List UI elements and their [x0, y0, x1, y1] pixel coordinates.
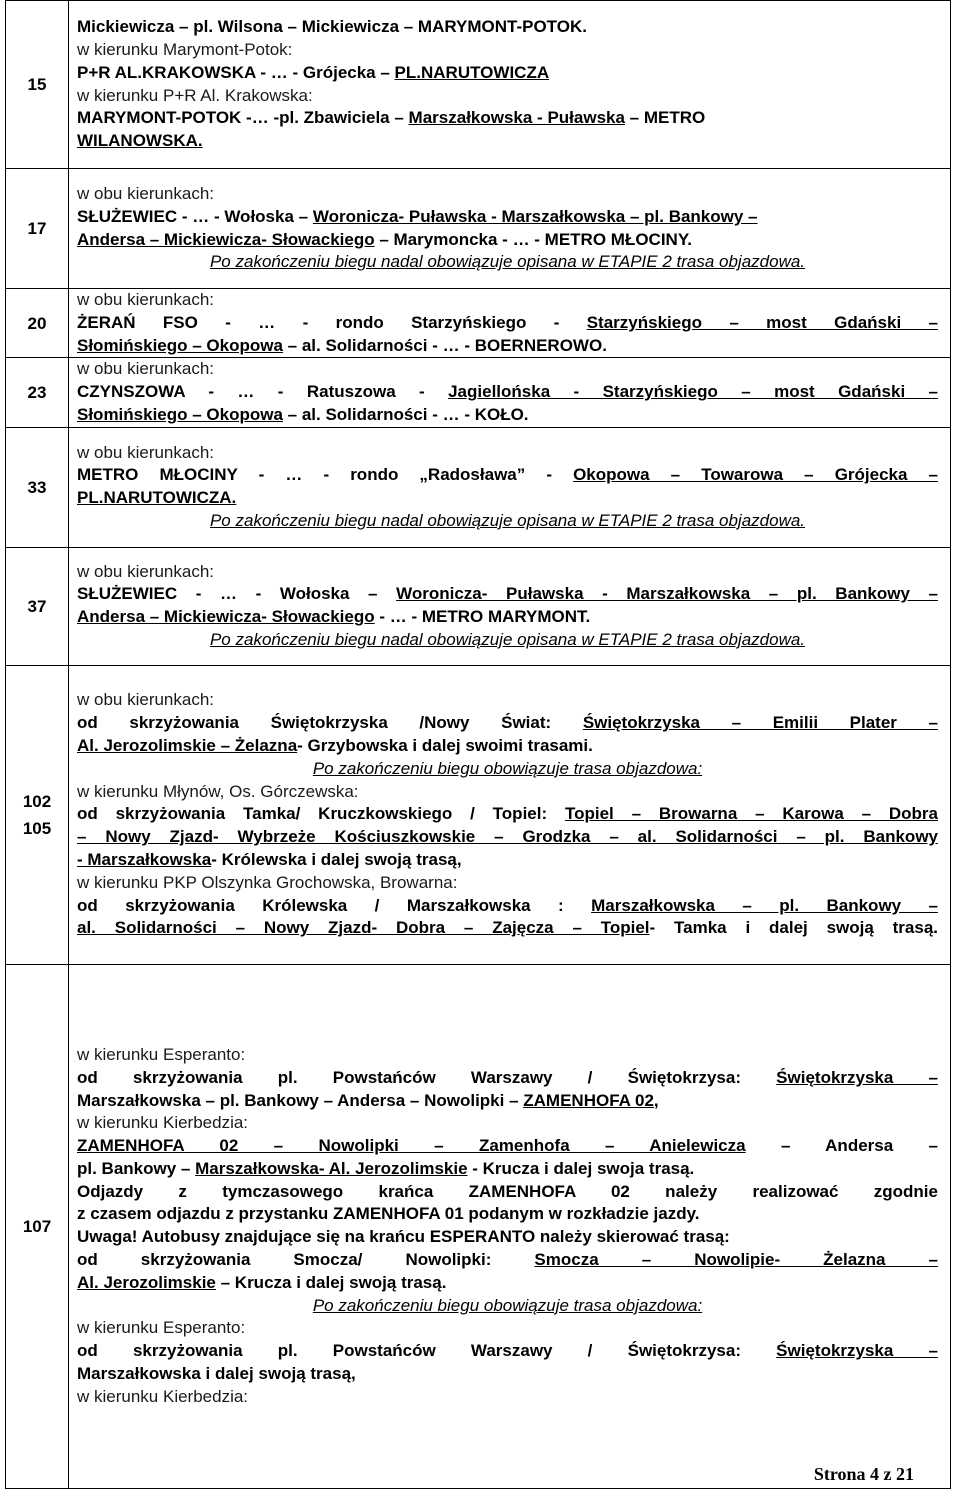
route-number: 17	[27, 219, 47, 238]
route-text: Po zakończeniu biegu obowiązuje trasa objazdowa:	[312, 758, 703, 778]
route-text: Uwaga!	[77, 1227, 138, 1247]
route-number-cell	[6, 964, 69, 1488]
detour-street: Woronicza- Puławska - Marszałkowska – pl. Bankowy –	[396, 584, 938, 604]
route-line	[77, 1158, 938, 1181]
route-line	[77, 826, 938, 849]
route-description-cell	[69, 427, 951, 547]
page-footer: Strona 4 z 21	[813, 1464, 914, 1484]
route-line	[77, 16, 938, 39]
route-line	[77, 735, 938, 758]
route-text: SŁUŻEWIEC - … - Wołoska –	[77, 206, 313, 226]
route-row	[6, 427, 951, 547]
route-text: – Krucza i dalej swoją trasą.	[215, 1272, 447, 1292]
route-text: Marszałkowska – pl. Bankowy – Andersa – Nowolipki –	[77, 1090, 524, 1110]
route-text: w kierunku P+R Al. Krakowska:	[77, 85, 313, 105]
route-text: od skrzyżowania Smocza/ Nowolipki:	[77, 1250, 535, 1270]
route-number-cell	[6, 358, 69, 427]
route-text: Po zakończeniu biegu obowiązuje trasa objazdowa:	[312, 1295, 703, 1315]
direction-heading	[77, 358, 938, 381]
detour-street: Andersa – Mickiewicza- Słowackiego	[77, 607, 375, 627]
detour-street: Marszałkowska – pl. Bankowy –	[591, 895, 938, 915]
route-line	[77, 1203, 938, 1226]
route-line	[77, 1226, 938, 1249]
route-text: Po zakończeniu biegu nadal obowiązuje opisana w ETAPIE 2 trasa objazdowa.	[209, 511, 806, 531]
detour-street: PL.NARUTOWICZA.	[77, 488, 237, 508]
route-text: w obu kierunkach:	[77, 290, 215, 309]
direction-heading	[77, 85, 938, 108]
detour-street: Słomińskiego – Okopowa	[77, 404, 283, 424]
detour-note	[77, 629, 938, 652]
detour-note	[77, 510, 938, 533]
route-row	[6, 665, 951, 964]
route-number: 20	[27, 313, 47, 333]
route-text: Odjazdy z tymczasowego krańca ZAMENHOFA 02 należy realizować zgodnie	[77, 1181, 938, 1201]
detour-street: PL.NARUTOWICZA	[394, 62, 550, 82]
route-text: w kierunku Esperanto:	[77, 1318, 246, 1338]
detour-street: Marszałkowska - Puławska	[408, 108, 625, 128]
detour-street: - Marszałkowska	[77, 849, 212, 869]
route-text: – al. Solidarności - … - BOERNEROWO.	[282, 335, 607, 355]
route-number-cell	[6, 427, 69, 547]
route-text: w kierunku Esperanto:	[77, 1044, 246, 1064]
route-text: Po zakończeniu biegu nadal obowiązuje opisana w ETAPIE 2 trasa objazdowa.	[209, 252, 806, 272]
direction-heading	[77, 183, 938, 206]
detour-street: ZAMENHOFA 02	[523, 1090, 654, 1110]
route-number: 23	[27, 383, 47, 403]
route-description-cell	[69, 665, 951, 964]
route-line	[77, 712, 938, 735]
route-text: Po zakończeniu biegu nadal obowiązuje opisana w ETAPIE 2 trasa objazdowa.	[209, 630, 806, 650]
route-line	[77, 487, 938, 510]
route-text: od skrzyżowania pl. Powstańców Warszawy / Świętokrzysa:	[77, 1341, 777, 1361]
detour-street: Świętokrzyska – Emilii Plater –	[582, 713, 938, 733]
route-text: METRO MŁOCINY - … - rondo „Radosława” -	[77, 465, 574, 485]
route-text: w kierunku Młynów, Os. Górczewska:	[77, 781, 359, 801]
route-line	[77, 107, 938, 130]
route-text: w obu kierunkach:	[77, 690, 215, 710]
detour-note	[77, 758, 938, 781]
route-line	[77, 62, 938, 85]
route-text: - Grzybowska i dalej swoimi trasami.	[297, 735, 593, 755]
route-description-cell	[69, 169, 951, 289]
route-text: Mickiewicza – pl. Wilsona – Mickiewicza – MARYMONT-POTOK.	[77, 17, 587, 37]
route-text: ,	[653, 1090, 659, 1110]
direction-heading	[77, 1044, 938, 1067]
route-text: MARYMONT-POTOK -… -pl. Zbawiciela –	[77, 108, 409, 128]
detour-street: WILANOWSKA.	[77, 131, 203, 151]
route-line	[77, 917, 938, 940]
detour-street: – Nowy Zjazd- Wybrzeże Kościuszkowskie – Grodzka – al. Solidarności – pl. Bankowy	[77, 827, 938, 847]
direction-heading	[77, 1317, 938, 1340]
route-text: w kierunku PKP Olszynka Grochowska, Browarna:	[77, 872, 458, 892]
route-text: od skrzyżowania Świętokrzyska /Nowy Świat:	[77, 713, 583, 733]
route-row	[6, 1, 951, 169]
detour-street: Marszałkowska- Al. Jerozolimskie	[195, 1158, 468, 1178]
route-description-cell	[69, 547, 951, 665]
route-text: w obu kierunkach:	[77, 183, 215, 203]
direction-heading	[77, 1386, 938, 1409]
route-number: 33	[27, 477, 47, 497]
route-text: – METRO	[624, 108, 706, 128]
direction-heading	[77, 442, 938, 465]
route-text: w kierunku Marymont-Potok:	[77, 39, 293, 59]
route-number: 105	[22, 818, 52, 838]
direction-heading	[77, 781, 938, 804]
route-description-cell	[69, 1, 951, 169]
route-text: - Krucza i dalej swoja trasą.	[467, 1158, 695, 1178]
route-text: - … - METRO MARYMONT.	[374, 607, 591, 627]
route-line	[77, 606, 938, 629]
detour-note	[77, 251, 938, 274]
route-description-cell	[69, 964, 951, 1488]
routes-table-body	[6, 1, 951, 1489]
route-line	[77, 1340, 938, 1363]
route-line	[77, 464, 938, 487]
route-text: od skrzyżowania Królewska / Marszałkowska :	[77, 895, 592, 915]
route-text: w obu kierunkach:	[77, 442, 215, 462]
detour-street: Al. Jerozolimskie – Żelazna	[77, 735, 298, 755]
route-number: 15	[27, 75, 47, 94]
detour-street: Smocza – Nowolipie- Żelazna –	[534, 1250, 938, 1270]
route-text: – al. Solidarności - … - KOŁO.	[282, 404, 529, 424]
detour-street: Topiel – Browarna – Karowa – Dobra	[564, 804, 938, 824]
route-text: - Królewska i dalej swoją trasą,	[211, 849, 462, 869]
detour-note	[77, 1295, 938, 1318]
route-text: - Tamka i dalej swoją trasą.	[649, 918, 939, 938]
route-text: ŻERAŃ FSO - … - rondo Starzyńskiego -	[77, 312, 587, 332]
detour-street: Okopowa – Towarowa – Grójecka –	[573, 465, 938, 485]
route-line	[77, 130, 938, 153]
route-number-cell	[6, 169, 69, 289]
route-text: – Marymoncka - … - METRO MŁOCINY.	[374, 229, 693, 249]
routes-table	[5, 0, 951, 1489]
detour-street: Andersa – Mickiewicza- Słowackiego	[77, 229, 375, 249]
route-line	[77, 229, 938, 252]
detour-street: Starzyńskiego – most Gdański –	[586, 312, 938, 332]
route-number-cell	[6, 289, 69, 358]
route-line	[77, 1067, 938, 1090]
detour-street: Woronicza- Puławska - Marszałkowska – pl. Bankowy –	[312, 206, 758, 226]
detour-street: ZAMENHOFA 02 – Nowolipki – Zamenhofa – Anielewicza	[77, 1136, 746, 1156]
route-number: 102	[22, 791, 52, 811]
route-line	[77, 381, 938, 404]
route-row	[6, 358, 951, 427]
route-line	[77, 1090, 938, 1113]
route-text: – Andersa –	[745, 1136, 939, 1156]
direction-heading	[77, 39, 938, 62]
route-text: w kierunku Kierbedzia:	[77, 1386, 249, 1406]
direction-heading	[77, 689, 938, 712]
direction-heading	[77, 561, 938, 584]
route-line	[77, 1181, 938, 1204]
direction-heading	[77, 1112, 938, 1135]
route-number-cell	[6, 547, 69, 665]
route-line	[77, 404, 938, 427]
direction-heading	[77, 872, 938, 895]
route-row	[6, 547, 951, 665]
route-number-cell	[6, 1, 69, 169]
route-text: w obu kierunkach:	[77, 359, 215, 379]
route-text: CZYNSZOWA - … - Ratuszowa -	[77, 382, 449, 402]
route-line	[77, 803, 938, 826]
route-line	[77, 1363, 938, 1386]
route-line	[77, 1135, 938, 1158]
detour-street: Jagiellońska - Starzyńskiego – most Gdański –	[448, 382, 939, 402]
detour-street: al. Solidarności – Nowy Zjazd- Dobra – Zajęcza – Topiel	[77, 918, 650, 938]
detour-street: Słomińskiego – Okopowa	[77, 335, 283, 355]
route-description-cell	[69, 289, 951, 358]
route-line	[77, 206, 938, 229]
route-text: SŁUŻEWIEC - … - Wołoska –	[77, 584, 397, 604]
route-text: pl. Bankowy –	[77, 1158, 196, 1178]
route-row	[6, 964, 951, 1488]
route-description-cell	[69, 358, 951, 427]
route-line	[77, 312, 938, 335]
route-number: 107	[22, 1216, 52, 1236]
direction-heading	[77, 289, 938, 312]
route-text: w obu kierunkach:	[77, 561, 215, 581]
detour-street: Świętokrzyska –	[776, 1067, 938, 1087]
route-text: od skrzyżowania Tamka/ Kruczkowskiego / Topiel:	[77, 804, 565, 824]
detour-street: Świętokrzyska –	[776, 1341, 938, 1361]
route-text: w kierunku Kierbedzia:	[77, 1113, 249, 1133]
route-text: Marszałkowska i dalej swoją trasą,	[77, 1364, 356, 1384]
detour-street: Al. Jerozolimskie	[77, 1272, 216, 1292]
route-line	[77, 1249, 938, 1272]
route-text: z czasem odjazdu z przystanku ZAMENHOFA 01 podanym w rozkładzie jazdy.	[77, 1204, 700, 1224]
route-line	[77, 895, 938, 918]
route-line	[77, 1272, 938, 1295]
route-row	[6, 289, 951, 358]
route-line	[77, 335, 938, 358]
route-row	[6, 169, 951, 289]
route-text: od skrzyżowania pl. Powstańców Warszawy / Świętokrzysa:	[77, 1067, 777, 1087]
route-text: Autobusy znajdujące się na krańcu ESPERANTO należy skierować trasą:	[137, 1227, 730, 1247]
route-number: 37	[27, 596, 47, 616]
route-line	[77, 849, 938, 872]
route-text: P+R AL.KRAKOWSKA - … - Grójecka –	[77, 62, 395, 82]
route-line	[77, 583, 938, 606]
route-number-cell	[6, 665, 69, 964]
